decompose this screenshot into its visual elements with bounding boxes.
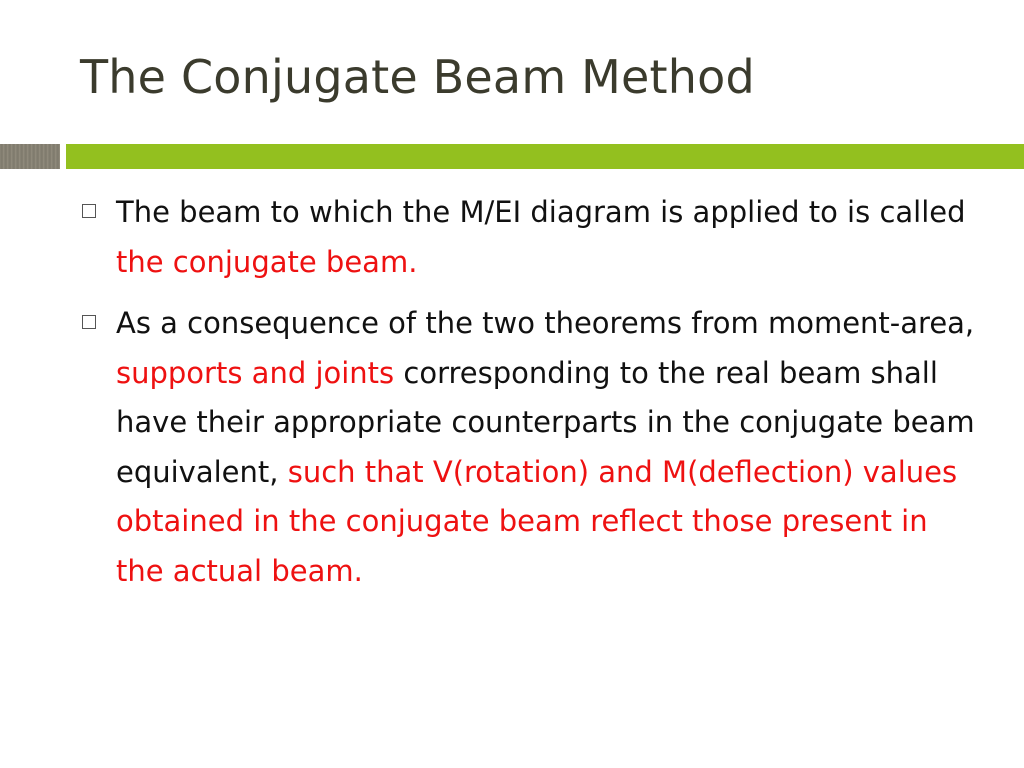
bullet-item bbox=[80, 188, 980, 287]
slide-body bbox=[80, 188, 980, 608]
bullet-highlight-text: supports and joints bbox=[116, 355, 395, 390]
bullet-text: As a consequence of the two theorems from moment-area, bbox=[116, 306, 975, 340]
bullet-highlight-text: such that V(rotation) and M(deflection) values obtained in the conjugate beam reflect those present in the actual beam. bbox=[116, 454, 958, 588]
slide-title: The Conjugate Beam Method bbox=[80, 50, 755, 104]
square-bullet-icon bbox=[82, 315, 96, 329]
square-bullet-icon bbox=[82, 204, 96, 218]
bullet-highlight-text: the conjugate beam. bbox=[116, 244, 418, 279]
title-divider-gray-block bbox=[0, 144, 60, 169]
bullet-text: The beam to which the M/EI diagram is applied to is called bbox=[116, 195, 966, 229]
title-divider-green-bar bbox=[66, 144, 1024, 169]
bullet-text: corresponding to the real beam shall have their appropriate counterparts in the conjugate beam equivalent, bbox=[116, 355, 975, 489]
bullet-item bbox=[80, 299, 980, 596]
